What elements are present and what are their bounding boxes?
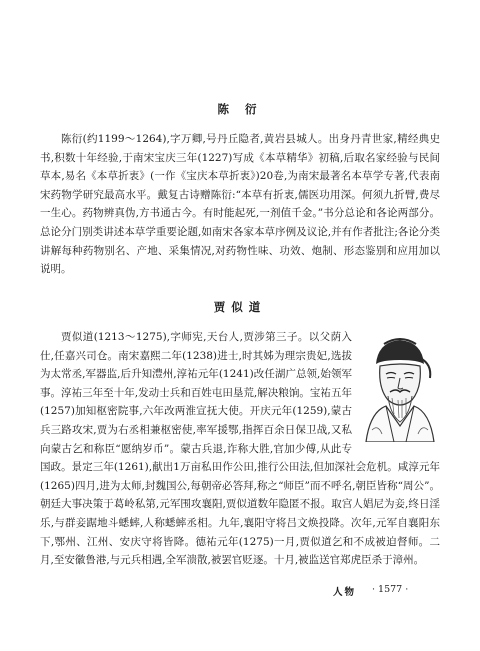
section-body-jia-sidao [40, 328, 440, 570]
section-body-text: 贾似道(1213～1275),字师宪,天台人,贾涉第三子。以父荫入仕,任嘉兴司仓。南宋嘉熙二年(1238)进士,时其姊为理宗贵妃,选拔为太常丞,军器监,后升知澧州,淳祐元年(1241)改任湖广总领,始领军事。淳祐三年至十年,发动士兵和百姓屯田垦荒,解决粮饷。宝祐五年(1257)加知枢密院事,六年改两淮宣抚大使。开庆元年(1259),蒙古兵三路攻宋,贾为右丞相兼枢密使,率军援鄂,指挥百余日保卫战,又私向蒙古乞和称臣“愿纳岁币”。蒙古兵退,诈称大胜,官加少傅,从此专国政。景定三年(1261),献出1万亩私田作公田,推行公田法,但加深社会危机。咸淳元年(1265)四月,进为太师,封魏国公,每朝帝必答拜,称之“师臣”而不呼名,朝臣皆称“周公”。朝廷大事决策于葛岭私第,元军围攻襄阳,贾似道数年隐匿不报。取宫人娼尼为妾,终日淫乐,与群妾踞地斗蟋蟀,人称蟋蟀丞相。九年,襄阳守将吕文焕投降。次年,元军自襄阳东下,鄂州、江州、安庆守将皆降。德祐元年(1275)一月,贾似道乞和不成被迫督师。二月,至安徽鲁港,与元兵相遇,全军溃散,被罢官贬逐。十月,被监送官郑虎臣杀于漳州。 [40, 331, 440, 567]
section-body-chen-yan: 陈衍(约1199～1264),字万卿,号丹丘隐者,黄岩县城人。出身丹青世家,精经典史书,积数十年经验,于南宋宝庆三年(1227)写成《本草精华》初稿,后取名家经验与民间草本,易名《本草折衷》(一作《宝庆本草折衷》)20卷,为南宋最著名本草学专著,代表南宋药物学研究最高水平。戴复古诗赠陈衍:“本草有折衷,儒医功用深。何须九折臂,费尽一生心。药物辨真伪,方书通古今。有时能起死,一剂值千金。”书分总论和各论两部分。总论分门别类讲述本草学重要论题,如南宋各家本草序例及议论,并有作者批注;各论分类讲解每种药物别名、产地、采集情况,对药物性味、功效、炮制、形态鉴别和应用加以说明。 [40, 133, 440, 276]
running-footer-label: 人物 [333, 587, 357, 598]
section-heading-chen-yan: 陈 衍 [217, 102, 263, 116]
portrait-illustration [358, 330, 440, 442]
section-heading-jia-sidao: 贾似道 [213, 300, 267, 314]
page-number: · 1577 · [372, 584, 409, 595]
